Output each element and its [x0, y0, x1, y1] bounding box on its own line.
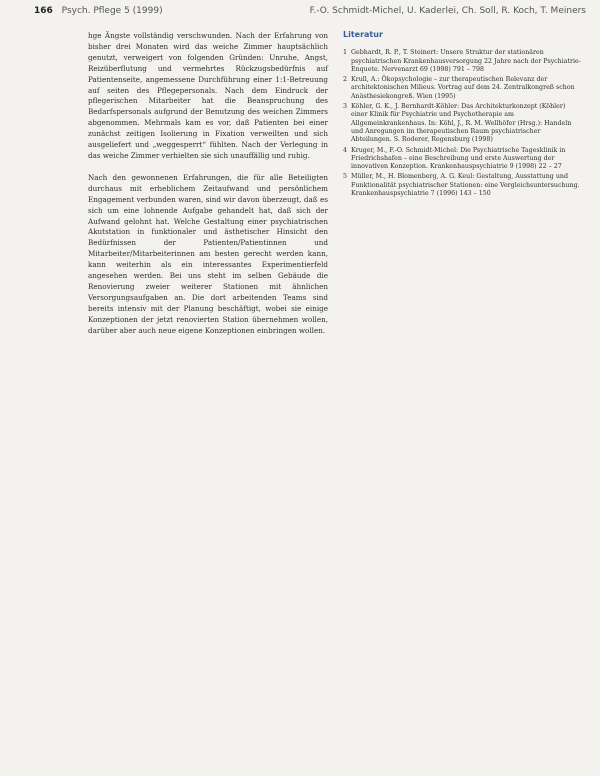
journal-citation: Psych. Pflege 5 (1999) [61, 6, 163, 16]
reference-number: 5 [343, 173, 348, 181]
running-authors: F.-O. Schmidt-Michel, U. Kaderlei, Ch. Soll, R. Koch, T. Meiners [309, 6, 586, 16]
page-header [34, 6, 586, 22]
body-paragraph: Nach den gewonnenen Erfahrungen, die für alle Beteiligten durchaus mit erheblichem Zeitaufwand und persönlichem Engagement verbunden waren, sind wir davon überzeugt, daß es sich um eine lohnende Aufgabe gehandelt hat, daß sich der Aufwand gelohnt hat. Welche Gestaltung einer psychiatrischen Akutstation in funktionaler und ästhetischer Hinsicht den Bedürfnissen der Patienten/Patientinnen und Mitarbeiter/Mitarbeiterinnen am besten gerecht werden kann, kann weiterhin als ein interessantes Experimentierfeld angesehen werden. Bei uns steht im selben Gebäude die Renovierung zweier weiterer Stationen mit ähnlichen Versorgungsaufgaben an. Die dort arbeitenden Teams sind bereits intensiv mit der Planung beschäftigt, wobei sie einige Konzeptionen der jetzt renovierten Station übernehmen wollen, darüber aber auch neue eigene Konzeptionen einbringen wollen. [88, 172, 328, 335]
reference-text: Köhler, G. K., J. Bernhardt-Köhler: Das Architekturkonzept (Köhler) einer Klinik für Psychiatrie und Psychotherapie am Allgemeinkrankenhaus. In: Köhl, J., R. M. Wellhöfer (Hrsg.): Handeln und Anregungen im therapeutischen Raum psychiatrischer Abteilungen. S. Roderer, Regensburg (1998) [351, 103, 572, 144]
reference-number: 3 [343, 103, 348, 111]
reference-text: Kruger, M., F.-O. Schmidt-Michel: Die Psychiatrische Tagesklinik in Friedrichshafen – eine Beschreibung und erste Auswertung der innovativen Konzeption. Krankenhauspsychiatrie 9 (1998) 22 – 27 [351, 146, 566, 171]
reference-text: Krull, A.: Ökopsychologie – zur therapeutischen Relevanz der architektonischen Milieus. Vortrag auf dem 24. Zentralkongreß schon Anästhesiekongreß. Wien (1995) [351, 76, 575, 100]
literature-heading: Literatur [343, 30, 383, 39]
reference-item [343, 103, 583, 144]
reference-number: 2 [343, 76, 348, 84]
reference-list [343, 49, 583, 198]
reference-number: 1 [343, 49, 348, 57]
body-column [88, 31, 328, 336]
reference-text: Gebhardt, R. P., T. Steinert: Unsere Struktur der stationären psychiatrischen Krankenhausversorgung 22 Jahre nach der Psychiatrie-Enquete. Nervenarzt 69 (1998) 791 – 798 [351, 49, 581, 73]
reference-item [343, 49, 583, 74]
page-number: 166 [34, 6, 53, 16]
reference-item [343, 173, 583, 198]
reference-item [343, 147, 583, 172]
reference-item [343, 76, 583, 101]
literature-section [343, 31, 583, 200]
body-paragraph: hge Ängste vollständig verschwunden. Nach der Erfahrung von bisher drei Monaten wird das weiche Zimmer hauptsächlich genutzt, verweigert von folgenden Gründen: Unruhe, Angst, Reizüberflutung und vermehrtes Rückzugsbedürfnis auf Patientenseite, angemessene Durchführung einer 1:1-Betreuung auf seiten des Pflegepersonals. Nach dem Eindruck der pflegerischen Mitarbeiter hat die Beanspruchung des Bedarfspersonals aufgrund der Benutzung des weichen Zimmers abgenommen. Mehrmals kam es vor, daß Patienten bei einer zunächst zeitigen Isolierung in Fixation verweilten und sich ausgeliefert und „weggesperrt“ fühlten. Nach der Verlegung in das weiche Zimmer verhielten sie sich unauffällig und ruhig. [88, 31, 328, 160]
reference-number: 4 [343, 146, 348, 154]
reference-text: Müller, M., H. Blomenberg, A. G. Keul: Gestaltung, Ausstattung und Funktionalität psychiatrischer Stationen: eine Vergleichsuntersuchung. Krankenhauspsychiatrie 7 (1996) 143 – 150 [351, 173, 580, 198]
